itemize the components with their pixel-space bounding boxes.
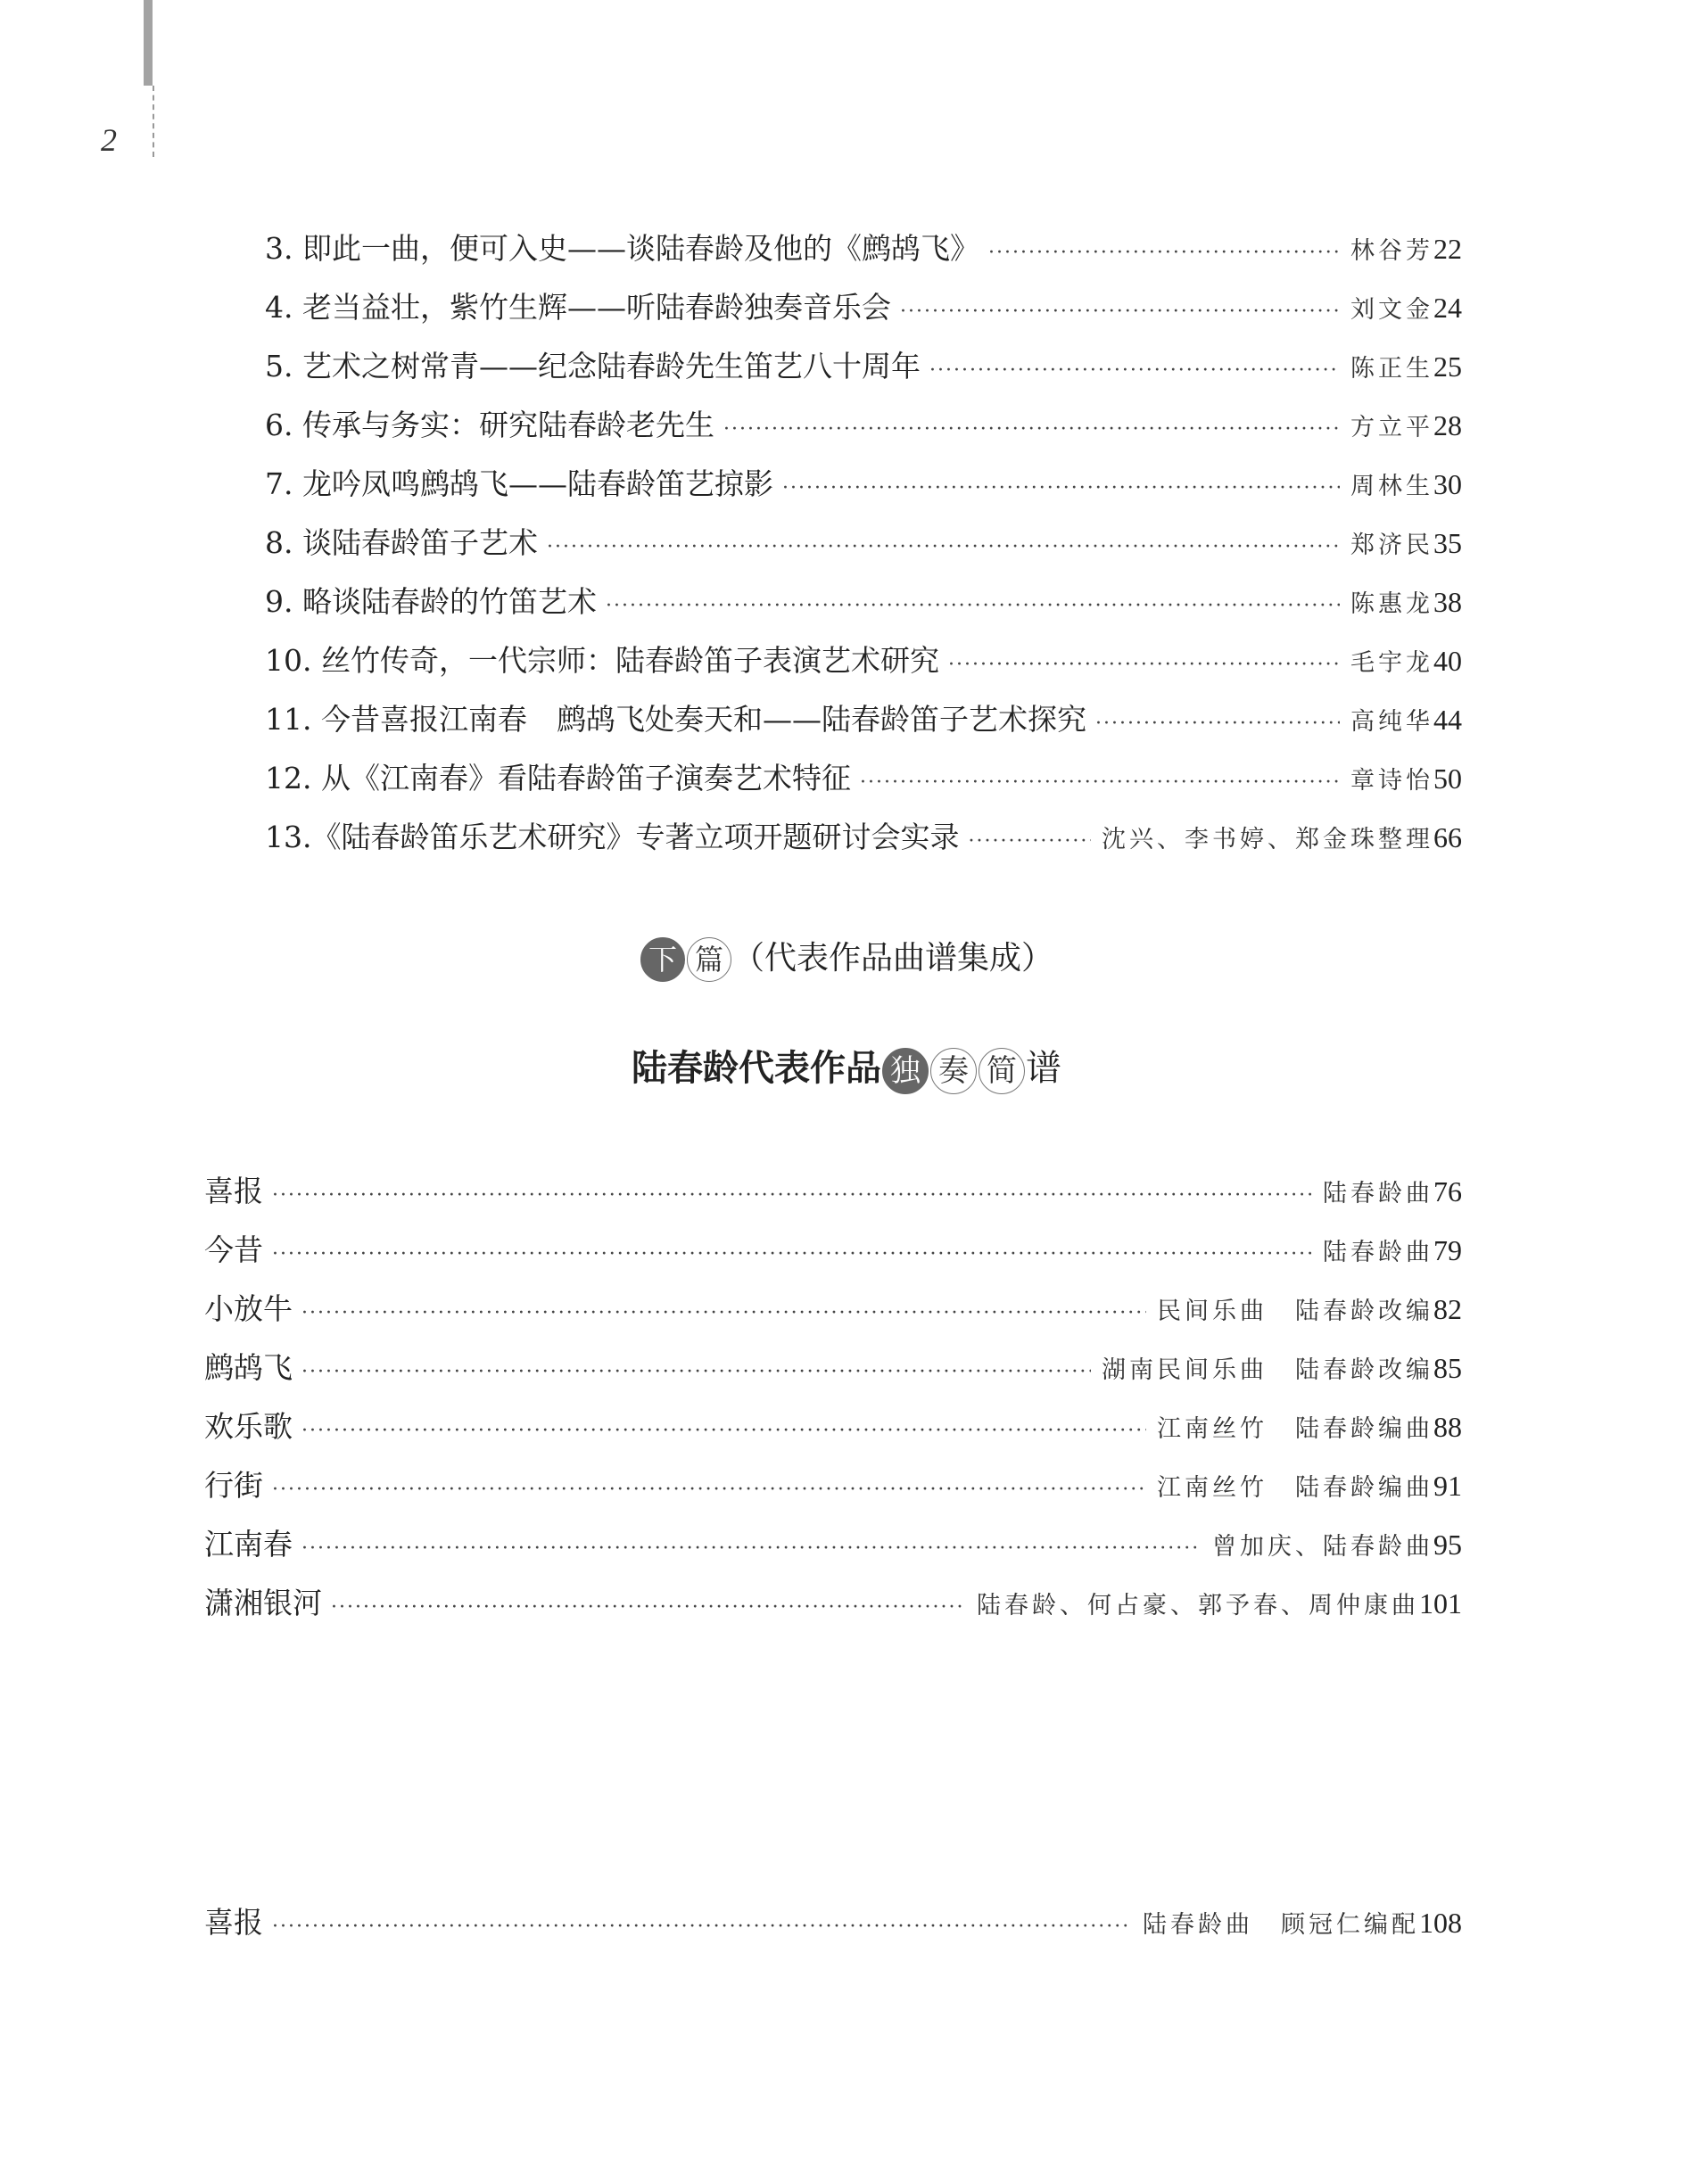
toc-title: 13.《陆春龄笛乐艺术研究》专著立项开题研讨会实录: [265, 820, 960, 854]
toc-author: 陆春龄曲: [1323, 1180, 1433, 1207]
toc-page: 35: [1433, 527, 1462, 559]
toc-work-entry[interactable]: [204, 1286, 1462, 1328]
sub-heading-text: 陆春龄代表作品: [632, 1047, 881, 1089]
toc-title: 6. 传承与务实：研究陆春龄老先生: [265, 408, 714, 442]
sub-heading: [0, 1040, 1693, 1094]
toc-title: 8. 谈陆春龄笛子艺术: [265, 525, 538, 560]
toc-page: 85: [1433, 1352, 1462, 1384]
toc-work-entry[interactable]: [204, 1345, 1462, 1387]
toc-page: 79: [1433, 1234, 1462, 1266]
toc-page: 28: [1433, 409, 1462, 441]
section-heading-text: （代表作品曲谱集成）: [731, 940, 1053, 977]
toc-page: 25: [1433, 350, 1462, 383]
toc-entry-5[interactable]: [265, 343, 1462, 385]
toc-page: 108: [1419, 1907, 1462, 1939]
toc-title: 小放牛: [204, 1291, 293, 1326]
toc-author: 周林生: [1350, 473, 1433, 500]
toc-entry-11[interactable]: [265, 696, 1462, 738]
dot-leader: [272, 1479, 1146, 1501]
section-heading: [0, 933, 1693, 982]
dot-leader: [606, 595, 1340, 617]
toc-author: 陈正生: [1350, 355, 1433, 383]
toc-entry-4[interactable]: [265, 284, 1462, 326]
dot-leader: [301, 1420, 1146, 1442]
toc-author: 方立平: [1350, 414, 1433, 441]
sub-heading-char-circled: 奏: [930, 1048, 977, 1094]
toc-work-entry[interactable]: [204, 1580, 1462, 1622]
dot-leader: [988, 242, 1340, 264]
toc-entry-10[interactable]: [265, 638, 1462, 680]
dot-leader: [272, 1184, 1312, 1207]
dot-leader: [900, 301, 1340, 323]
toc-page: 66: [1433, 821, 1462, 853]
toc-title: 10. 丝竹传奇，一代宗师：陆春龄笛子表演艺术研究: [265, 643, 939, 678]
dot-leader: [272, 1916, 1132, 1938]
dot-leader: [723, 418, 1340, 441]
dot-leader: [301, 1302, 1146, 1324]
toc-author: 陆春龄曲: [1323, 1239, 1433, 1266]
sub-heading-last-char: 谱: [1026, 1048, 1061, 1089]
dot-leader: [547, 536, 1340, 558]
toc-entry-6[interactable]: [265, 402, 1462, 444]
toc-work-entry[interactable]: [204, 1463, 1462, 1504]
dot-leader: [272, 1243, 1312, 1265]
dot-leader: [929, 359, 1340, 382]
toc-title: 11. 今昔喜报江南春 鹧鸪飞处奏天和——陆春龄笛子艺术探究: [265, 702, 1086, 737]
toc-entry-13[interactable]: [265, 814, 1462, 856]
section-char-circled: 下: [640, 937, 685, 982]
page-number: 2: [101, 122, 117, 158]
toc-page: 76: [1433, 1175, 1462, 1207]
toc-title: 江南春: [204, 1527, 293, 1562]
toc-work-entry-final[interactable]: [204, 1900, 1462, 1941]
toc-title: 5. 艺术之树常青——纪念陆春龄先生笛艺八十周年: [265, 349, 921, 383]
toc-entry-3[interactable]: [265, 226, 1462, 268]
toc-author: 陆春龄、何占豪、郭予春、周仲康曲: [977, 1592, 1419, 1619]
toc-author: 陈惠龙: [1350, 590, 1433, 618]
toc-author: 沈兴、李书婷、郑金珠整理: [1102, 826, 1433, 853]
dot-leader: [948, 654, 1340, 676]
toc-page: 91: [1433, 1470, 1462, 1502]
toc-author: 江南丝竹 陆春龄编曲: [1157, 1474, 1433, 1502]
dot-leader: [331, 1596, 966, 1619]
section-char-circled: 篇: [687, 937, 731, 982]
margin-dashed-rule: [153, 86, 154, 157]
toc-page: 44: [1433, 704, 1462, 736]
toc-author: 刘文金: [1350, 296, 1433, 324]
toc-work-entry[interactable]: [204, 1404, 1462, 1446]
toc-page: 50: [1433, 762, 1462, 795]
dot-leader: [782, 477, 1340, 499]
toc-title: 9. 略谈陆春龄的竹笛艺术: [265, 584, 597, 619]
toc-author: 毛宇龙: [1350, 649, 1433, 677]
toc-title: 喜报: [204, 1174, 263, 1208]
toc-page: 30: [1433, 468, 1462, 500]
toc-author: 林谷芳: [1350, 237, 1433, 265]
toc-page: 38: [1433, 586, 1462, 618]
toc-page: 24: [1433, 292, 1462, 324]
toc-title: 行街: [204, 1468, 263, 1503]
toc-author: 高纯华: [1350, 708, 1433, 736]
toc-page: 88: [1433, 1411, 1462, 1443]
toc-title: 喜报: [204, 1905, 263, 1940]
dot-leader: [1095, 713, 1340, 735]
dot-leader: [860, 771, 1340, 794]
toc-author: 章诗怡: [1350, 767, 1433, 795]
toc-page: 82: [1433, 1293, 1462, 1325]
margin-gray-bar: [144, 0, 153, 86]
toc-work-entry[interactable]: [204, 1227, 1462, 1269]
sub-heading-char-circled: 简: [979, 1048, 1025, 1094]
toc-author: 民间乐曲 陆春龄改编: [1157, 1298, 1433, 1325]
toc-title: 鹧鸪飞: [204, 1350, 293, 1385]
toc-page: 22: [1433, 233, 1462, 265]
toc-page: 95: [1433, 1529, 1462, 1561]
toc-title: 4. 老当益壮，紫竹生辉——听陆春龄独奏音乐会: [265, 290, 891, 325]
toc-author: 江南丝竹 陆春龄编曲: [1157, 1415, 1433, 1443]
toc-author: 陆春龄曲 顾冠仁编配: [1143, 1911, 1419, 1939]
toc-work-entry[interactable]: [204, 1521, 1462, 1563]
toc-title: 7. 龙吟凤鸣鹧鸪飞——陆春龄笛艺掠影: [265, 466, 773, 501]
toc-author: 郑济民: [1350, 532, 1433, 559]
toc-entry-12[interactable]: [265, 755, 1462, 797]
toc-title: 欢乐歌: [204, 1409, 293, 1444]
toc-author: 湖南民间乐曲 陆春龄改编: [1102, 1356, 1433, 1384]
toc-title: 3. 即此一曲，便可入史——谈陆春龄及他的《鹧鸪飞》: [265, 231, 979, 266]
dot-leader: [301, 1361, 1091, 1383]
toc-entry-7[interactable]: [265, 461, 1462, 503]
sub-heading-char-circled: 独: [882, 1048, 929, 1094]
toc-author: 曾加庆、陆春龄曲: [1212, 1533, 1433, 1561]
toc-work-entry[interactable]: [204, 1168, 1462, 1210]
toc-page: 40: [1433, 645, 1462, 677]
toc-title: 今昔: [204, 1232, 263, 1267]
toc-page: 101: [1419, 1587, 1462, 1619]
dot-leader: [301, 1537, 1202, 1560]
dot-leader: [968, 830, 1091, 853]
toc-entry-9[interactable]: [265, 579, 1462, 621]
toc-title: 潇湘银河: [204, 1586, 322, 1620]
toc-entry-8[interactable]: [265, 520, 1462, 562]
toc-title: 12. 从《江南春》看陆春龄笛子演奏艺术特征: [265, 761, 851, 795]
